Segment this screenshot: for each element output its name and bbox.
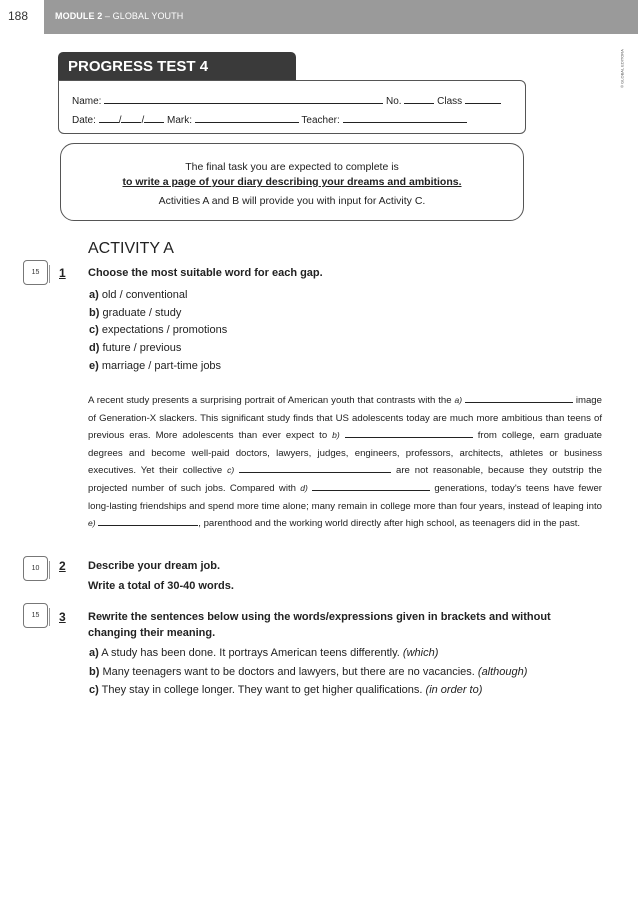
- task-line-3: Activities A and B will provide you with input for Activity C.: [158, 195, 426, 207]
- q1-score-box: 15: [23, 260, 48, 285]
- q3-item-text: They stay in college longer. They want to get higher qualifications.: [101, 684, 423, 696]
- module-separator: –: [102, 11, 113, 21]
- q3-item-letter: c): [89, 684, 99, 696]
- task-description-box: [60, 143, 524, 221]
- name-field[interactable]: [104, 94, 383, 104]
- date-day-field[interactable]: [99, 113, 119, 123]
- q1-option-e: [89, 360, 221, 372]
- task-line-2: [61, 176, 523, 188]
- gap-label-b: b): [332, 430, 340, 441]
- q1-option-text: old / conventional: [101, 289, 188, 301]
- class-label: Class: [437, 96, 463, 107]
- q1-option-text: graduate / study: [102, 307, 182, 319]
- activity-heading: ACTIVITY A: [88, 240, 174, 257]
- q3-item-text: Many teenagers want to be doctors and lawyers, but there are no vacancies.: [102, 666, 475, 678]
- date-label: Date:: [72, 115, 96, 126]
- gap-d-blank[interactable]: [312, 481, 430, 491]
- q1-option-letter: d): [89, 342, 100, 354]
- date-year-field[interactable]: [144, 113, 164, 123]
- test-title: PROGRESS TEST 4: [68, 58, 209, 75]
- module-name: GLOBAL YOUTH: [112, 11, 184, 21]
- gap-a-blank[interactable]: [465, 393, 573, 403]
- number-label: No.: [386, 96, 402, 107]
- q3-item-hint: (which): [402, 647, 439, 659]
- q1-option-c: [89, 324, 227, 336]
- q1-option-d: [89, 342, 181, 354]
- q3-number: 3: [59, 610, 66, 624]
- date-month-field[interactable]: [121, 113, 141, 123]
- number-field[interactable]: [404, 94, 434, 104]
- page-number: 188: [8, 9, 29, 23]
- gap-label-d: d): [300, 482, 308, 493]
- q2-instruction-2: Write a total of 30-40 words.: [88, 580, 234, 592]
- q2-number: 2: [59, 559, 66, 573]
- q1-option-text: marriage / part-time jobs: [101, 360, 222, 372]
- gap-label-e: e): [88, 518, 96, 529]
- module-title: [55, 11, 183, 21]
- name-row: [72, 94, 501, 107]
- q1-option-letter: b): [89, 307, 100, 319]
- q1-option-text: future / previous: [102, 342, 182, 354]
- page-number-box: [0, 0, 44, 34]
- cloze-text: from college, earn graduate degrees and become well-paid doctors, lawyers, judges, engineers, professors, architects, athletes or business executives. Yet their collective: [88, 430, 603, 477]
- q3-item-letter: b): [89, 666, 100, 678]
- gap-b-blank[interactable]: [345, 428, 473, 438]
- q1-option-a: [89, 289, 187, 301]
- q3-item-a: [89, 647, 438, 659]
- copyright-vertical: [618, 40, 626, 100]
- q2-instruction: Describe your dream job.: [88, 560, 221, 572]
- date-row: Date: / / Mark: Teacher:: [72, 113, 467, 126]
- q3-instruction: Rewrite the sentences below using the words/expressions given in brackets and without changing their meaning.: [88, 611, 551, 639]
- q3-item-letter: a): [89, 647, 99, 659]
- gap-label-c: c): [227, 465, 235, 476]
- q1-option-text: expectations / promotions: [101, 324, 228, 336]
- q1-option-letter: a): [89, 289, 99, 301]
- q3-item-c: [89, 684, 482, 696]
- cloze-text: generations, today's teens have fewer long-lasting friendships and spend more time alone; many remain in college more than four years, instead of leaping into: [88, 482, 602, 512]
- gap-label-a: a): [454, 395, 463, 405]
- q1-number: 1: [59, 266, 66, 280]
- cloze-text: , parenthood and the working world directly after high school, as teenagers did in the past.: [198, 518, 581, 530]
- task-line-2-text: to write a page of your diary describing your dreams and ambitions.: [122, 176, 462, 188]
- cloze-text: are not reasonable, because they outstrip the projected number of such jobs. Compared with: [88, 465, 602, 494]
- q3-item-hint: (although): [477, 666, 528, 678]
- class-field[interactable]: [465, 94, 501, 104]
- cloze-text: image of Generation-X slackers. This significant study finds that US adolescents today are much more ambitious than teens of previous eras. More adolescents than ever expect to: [88, 395, 602, 442]
- mark-field[interactable]: [195, 113, 299, 123]
- gap-e-blank[interactable]: [98, 516, 198, 526]
- q1-instruction: Choose the most suitable word for each gap.: [88, 267, 323, 279]
- name-label: Name:: [72, 96, 102, 107]
- q3-item-text: A study has been done. It portrays American teens differently.: [101, 647, 400, 659]
- teacher-field[interactable]: [343, 113, 467, 123]
- q3-score-box: 15: [23, 603, 48, 628]
- mark-label: Mark:: [167, 115, 193, 126]
- test-title-tab: [58, 52, 296, 80]
- q3-item-hint: (in order to): [425, 684, 483, 696]
- q1-cloze-paragraph: [88, 392, 602, 533]
- teacher-label: Teacher:: [301, 115, 340, 126]
- module-label: MODULE 2: [55, 11, 103, 21]
- gap-c-blank[interactable]: [239, 463, 391, 473]
- q1-option-b: [89, 307, 181, 319]
- cloze-text: A recent study presents a surprising portrait of American youth that contrasts with the: [88, 395, 452, 406]
- q3-item-b: [89, 666, 527, 678]
- student-info-box: [58, 80, 526, 134]
- copyright-text: © GLOBAL EDITORA: [619, 49, 625, 88]
- q2-score-box: 10: [23, 556, 48, 581]
- q1-option-letter: e): [89, 360, 99, 372]
- task-line-1: The final task you are expected to complete is: [185, 161, 399, 173]
- q1-option-letter: c): [89, 324, 99, 336]
